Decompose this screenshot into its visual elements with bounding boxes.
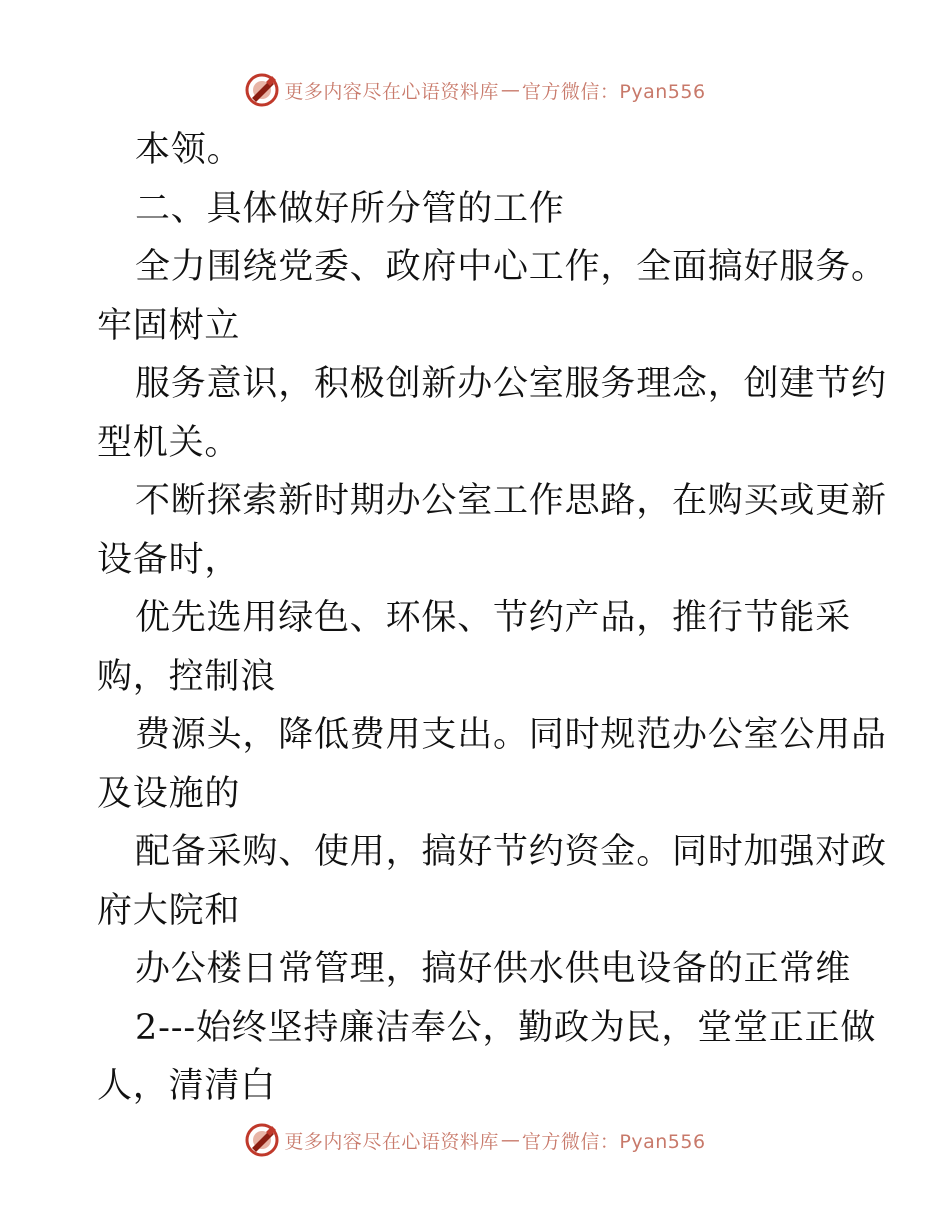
paragraph-line: 人，清清白 (97, 1066, 277, 1106)
watermark-separator: — (500, 1129, 520, 1151)
paragraph-line: 设备时， (97, 539, 241, 580)
paragraph-line: 不断探索新时期办公室工作思路，在购买或更新 (135, 481, 887, 521)
paragraph-line: 费源头，降低费用支出。同时规范办公室公用品 (135, 715, 887, 755)
seal-logo-icon (244, 1122, 280, 1158)
document-body (97, 121, 887, 1116)
paragraph-line: 府大院和 (97, 890, 241, 931)
paragraph-line: 牢固树立 (97, 305, 241, 346)
section-heading: 二、具体做好所分管的工作 (135, 188, 565, 229)
header-watermark (0, 68, 950, 112)
paragraph-line: 配备采购、使用，搞好节约资金。同时加强对政 (135, 832, 887, 872)
paragraph-line: 型机关。 (97, 422, 241, 463)
paragraph-line: 购，控制浪 (97, 656, 277, 697)
watermark-site-text: 更多内容尽在心语资料库 (284, 1130, 499, 1153)
seal-logo-icon (244, 72, 280, 108)
paragraph-line: 服务意识，积极创新办公室服务理念，创建节约 (135, 364, 887, 404)
paragraph-line: 优先选用绿色、环保、节约产品，推行节能采 (135, 598, 852, 638)
paragraph-line: 全力围绕党委、政府中心工作，全面搞好服务。 (135, 247, 887, 287)
watermark-separator: — (500, 79, 520, 101)
paragraph-line: 本领。 (135, 130, 243, 170)
footer-watermark (0, 1118, 950, 1162)
paragraph-line: 及设施的 (97, 773, 241, 814)
paragraph-line: 办公楼日常管理，搞好供水供电设备的正常维 (135, 949, 852, 989)
watermark-wechat-text: 官方微信：Pyan556 (521, 80, 706, 103)
watermark-site-text: 更多内容尽在心语资料库 (284, 80, 499, 103)
paragraph-line: 2---始终坚持廉洁奉公，勤政为民，堂堂正正做 (135, 1007, 877, 1048)
watermark-wechat-text: 官方微信：Pyan556 (521, 1130, 706, 1153)
